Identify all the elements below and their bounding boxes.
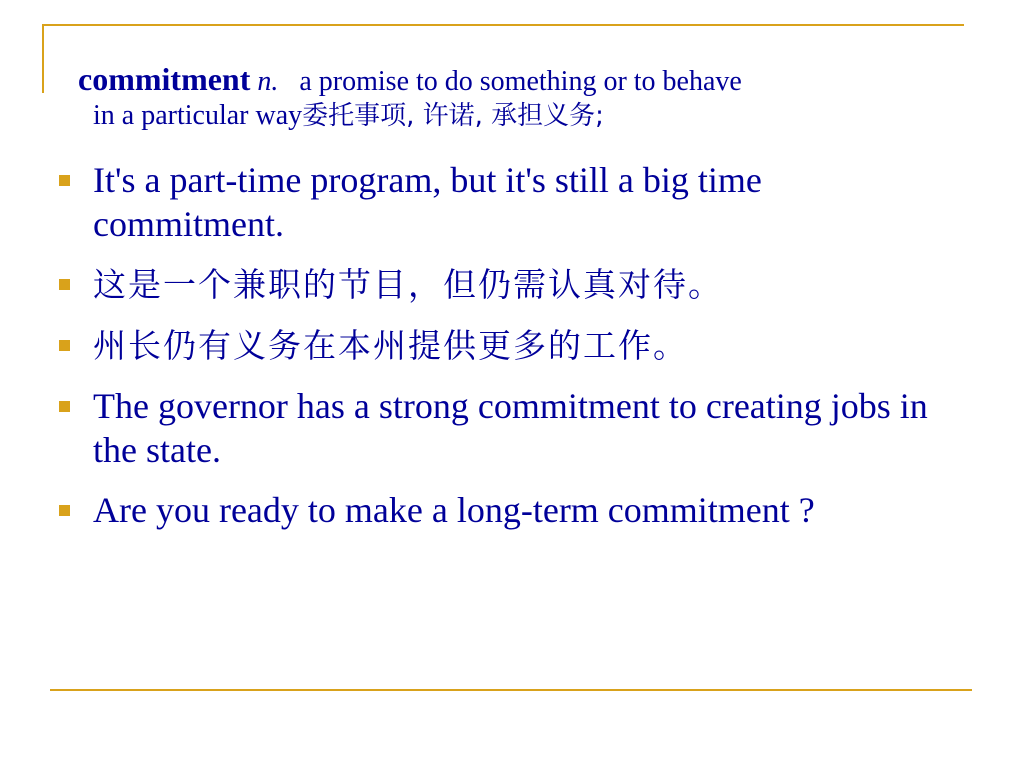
top-rule (42, 24, 964, 26)
headword: commitment (78, 61, 251, 97)
example-item (55, 262, 935, 307)
bullet-icon (59, 505, 70, 516)
example-item (55, 323, 935, 368)
example-item (55, 384, 935, 472)
bullet-icon (59, 340, 70, 351)
bullet-icon (59, 175, 70, 186)
example-item (55, 158, 935, 246)
example-text: Are you ready to make a long-term commitment ? (93, 490, 815, 530)
definition-gloss-chinese: 委托事项, 许诺, 承担义务; (302, 101, 604, 131)
left-rule (42, 24, 44, 93)
example-text: The governor has a strong commitment to creating jobs in the state. (93, 386, 928, 470)
example-list (55, 158, 935, 548)
example-text: It's a part-time program, but it's still a big time commitment. (93, 160, 762, 244)
example-text: 这是一个兼职的节目，但仍需认真对待。 (93, 265, 723, 304)
definition-continuation (78, 97, 958, 135)
definition-gloss-cont: in a particular way (93, 100, 303, 131)
definition-block (78, 60, 958, 135)
part-of-speech: n. (257, 66, 279, 97)
bullet-icon (59, 279, 70, 290)
bullet-icon (59, 401, 70, 412)
definition-gloss: a promise to do something or to behave (299, 66, 742, 97)
example-item (55, 488, 935, 532)
example-text: 州长仍有义务在本州提供更多的工作。 (93, 326, 688, 365)
bottom-rule (50, 689, 972, 691)
